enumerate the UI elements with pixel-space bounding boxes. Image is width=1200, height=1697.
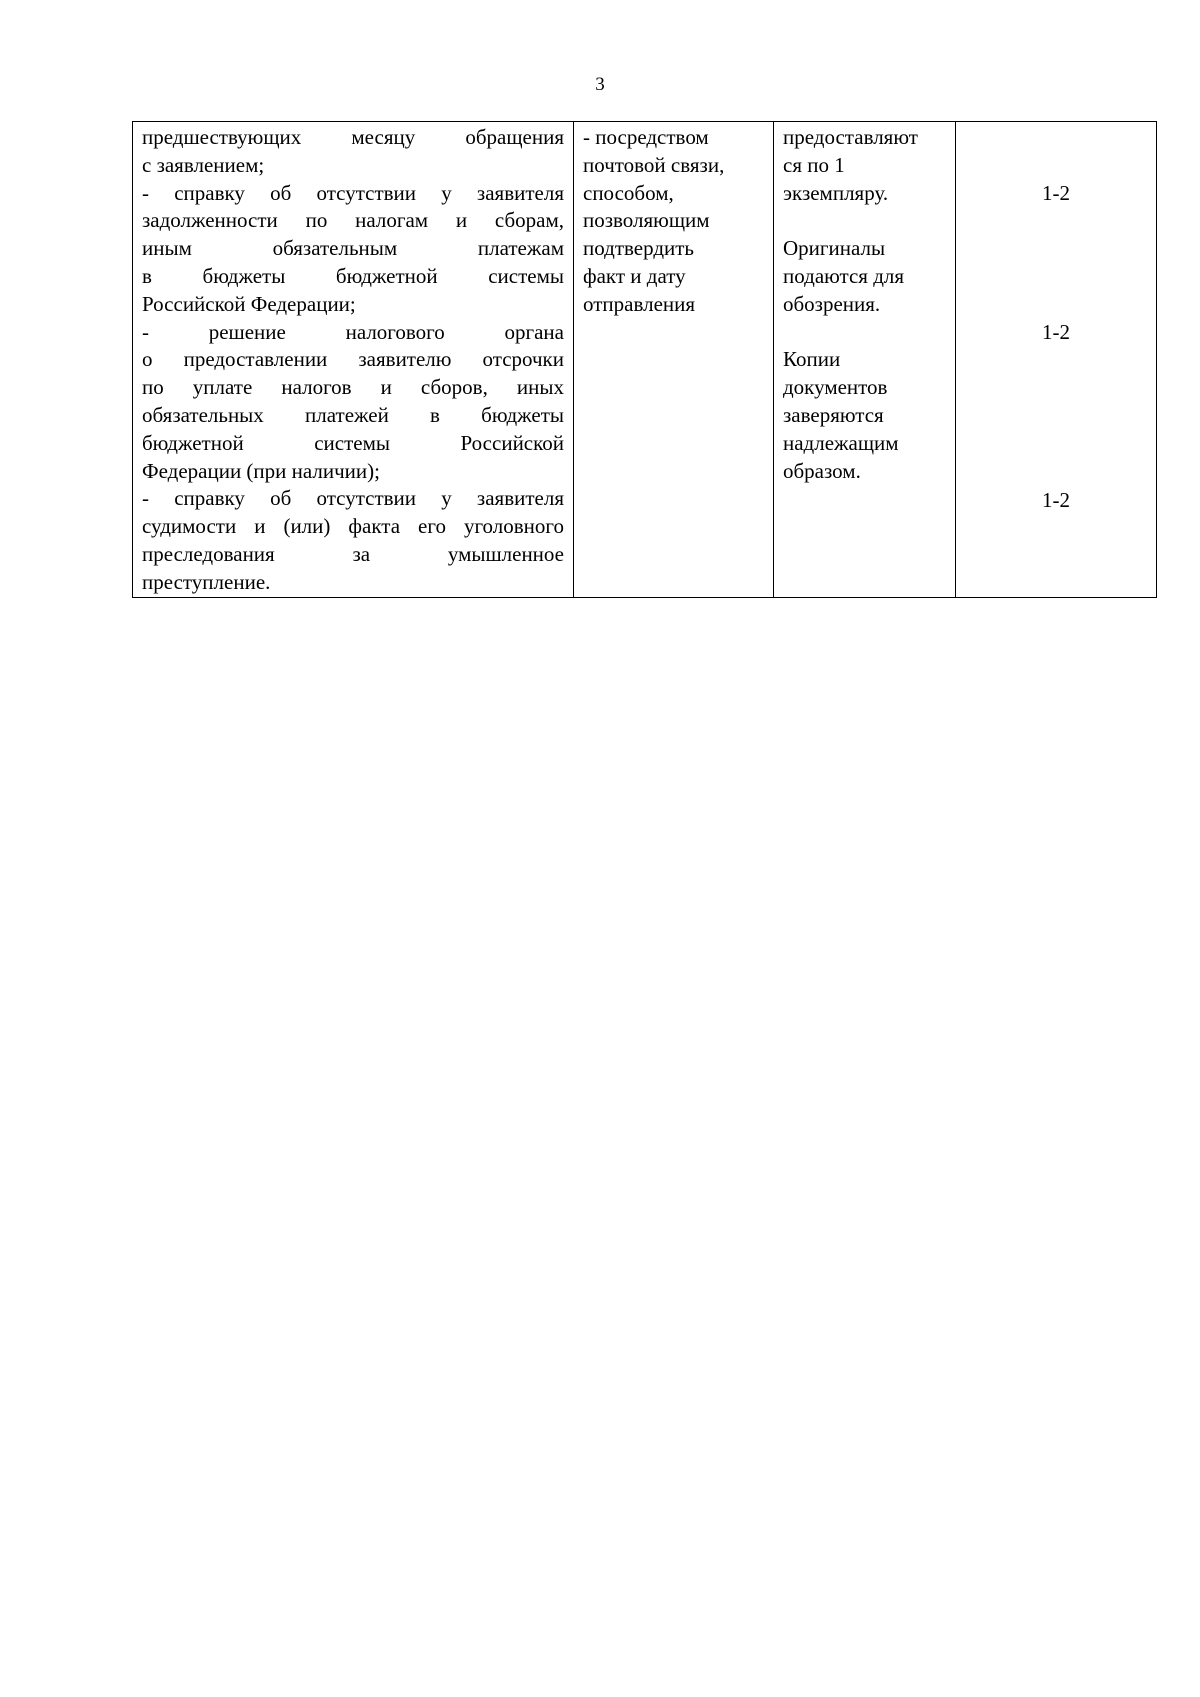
document-text-line: иным обязательным платежам: [142, 236, 564, 261]
document-text-line: обязательных платежей в бюджеты: [142, 402, 564, 427]
documents-table: [132, 121, 1157, 598]
document-text-line: - справку об отсутствии у заявителя: [142, 180, 564, 205]
submission-text-line: - посредством: [583, 125, 709, 149]
document-text-line: по уплате налогов и сборов, иных: [142, 375, 564, 400]
copies-count-cell: [956, 122, 1157, 598]
requirements-text-line: Копии: [783, 347, 841, 372]
requirements-text-line: подаются для: [783, 263, 905, 288]
document-text-line: Российской Федерации;: [142, 291, 356, 316]
requirements-text-line: надлежащим: [783, 430, 899, 455]
document-text-line: - справку об отсутствии у заявителя: [142, 486, 564, 511]
submission-text-line: способом,: [583, 180, 674, 205]
requirements-text-line: предоставляют: [783, 125, 918, 149]
submission-text-line: подтвердить: [583, 236, 695, 261]
document-text-line: предшествующих месяцу обращения: [142, 125, 564, 149]
document-text-line: преступление.: [142, 569, 271, 594]
submission-method-cell: [574, 122, 774, 598]
document-text-line: с заявлением;: [142, 152, 265, 177]
document-text-line: - решение налогового органа: [142, 319, 564, 344]
document-text-line: о предоставлении заявителю отсрочки: [142, 347, 564, 372]
document-text-line: бюджетной системы Российской: [142, 430, 564, 455]
paragraph-gap: [783, 319, 946, 347]
requirements-text-line: экземпляру.: [783, 180, 889, 205]
copies-count: 1-2: [1042, 320, 1070, 344]
copies-count: 1-2: [1042, 488, 1070, 512]
documents-cell: [133, 122, 574, 598]
requirements-text-line: ся по 1: [783, 152, 845, 177]
requirements-text-line: Оригиналы: [783, 236, 886, 261]
submission-text-line: позволяющим: [583, 208, 710, 233]
page-number: 3: [595, 74, 605, 95]
requirements-text-line: заверяются: [783, 402, 884, 427]
document-text-line: судимости и (или) факта его уголовного: [142, 514, 564, 539]
requirements-cell: [774, 122, 956, 598]
requirements-text-line: документов: [783, 375, 888, 400]
requirements-text-line: обозрения.: [783, 291, 881, 316]
document-text-line: задолженности по налогам и сборам,: [142, 208, 564, 233]
document-text-line: в бюджеты бюджетной системы: [142, 263, 564, 288]
submission-text-line: факт и дату: [583, 263, 686, 288]
requirements-text-line: образом.: [783, 458, 861, 483]
paragraph-gap: [783, 207, 946, 235]
submission-text-line: почтовой связи,: [583, 152, 725, 177]
document-text-line: преследования за умышленное: [142, 541, 564, 566]
table-row: [133, 122, 1157, 598]
submission-text-line: отправления: [583, 291, 696, 316]
copies-count: 1-2: [1042, 181, 1070, 205]
document-text-line: Федерации (при наличии);: [142, 458, 380, 483]
